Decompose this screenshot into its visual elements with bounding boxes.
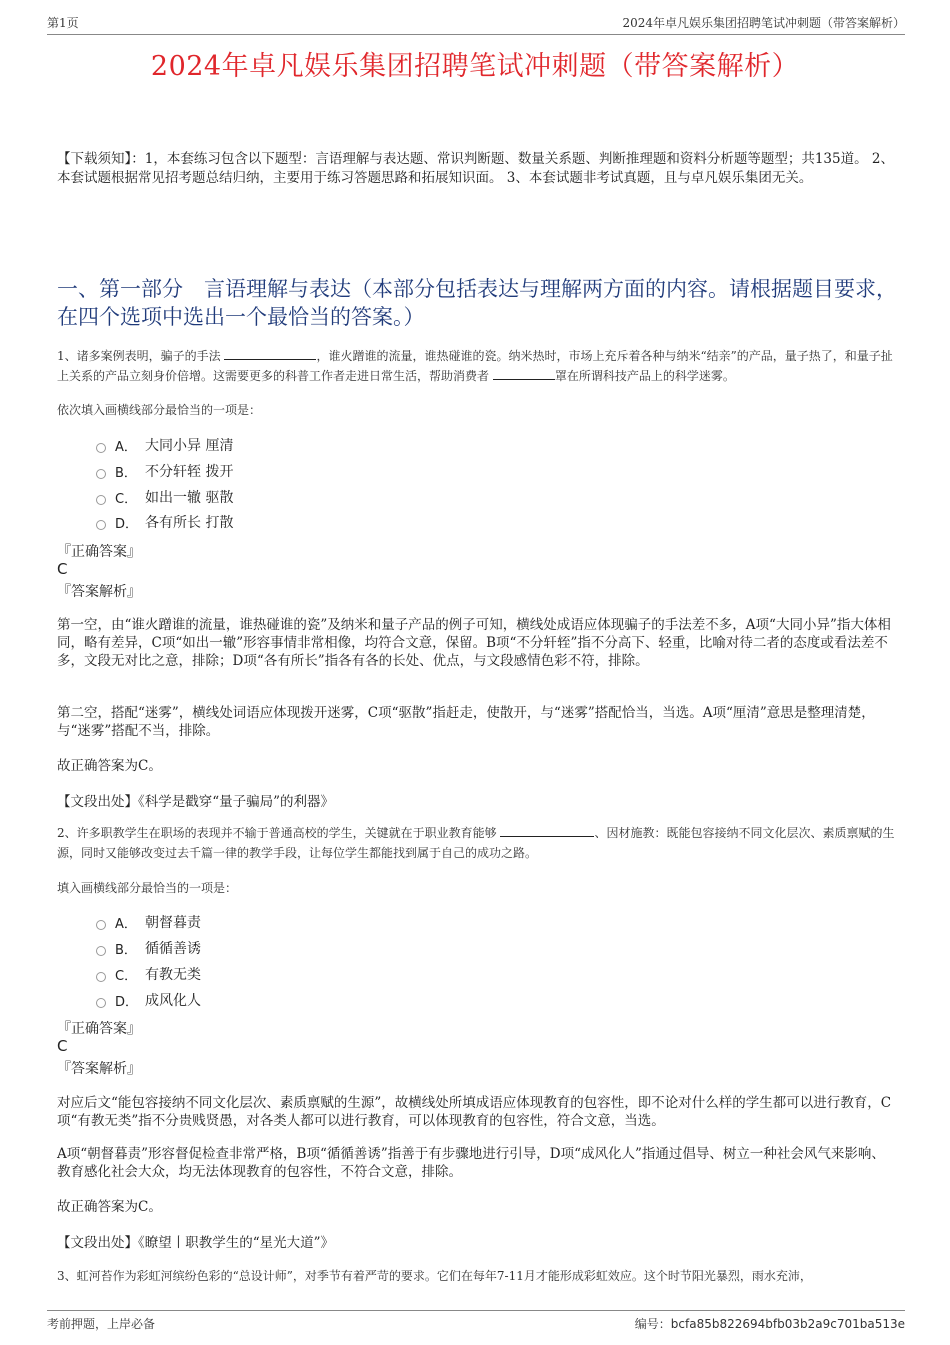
radio-icon[interactable] xyxy=(96,946,106,956)
question-3-stem: 3、虹河苔作为彩虹河缤纷色彩的“总设计师”，对季节有着严苛的要求。它们在每年7-11月才能形成彩虹效应。这个时节阳光暴烈，雨水充沛， xyxy=(57,1269,812,1283)
correct-answer: C xyxy=(57,560,68,578)
radio-icon[interactable] xyxy=(96,972,106,982)
passage-source: 【文段出处】《科学是戳穿“量子骗局”的利器》 xyxy=(57,794,335,810)
question-1-instruction: 依次填入画横线部分最恰当的一项是： xyxy=(57,403,262,417)
option-c[interactable]: C． 如出一辙 驱散 xyxy=(96,486,233,508)
page-title: 2024年卓凡娱乐集团招聘笔试冲刺题（带答案解析） xyxy=(150,51,800,82)
answer-blank xyxy=(500,823,594,837)
radio-icon[interactable] xyxy=(96,443,106,453)
correct-answer: C xyxy=(57,1037,68,1055)
analysis-paragraph: 第二空，搭配“迷雾”，横线处词语应体现拨开迷雾，C项“驱散”指赶走，使散开，与“迷雾”搭配恰当，当选。A项“厘清”意思是整理清楚，与“迷雾”搭配不当，排除。 xyxy=(57,705,875,739)
download-notice: 【下载须知】：1，本套练习包含以下题型：言语理解与表达题、常识判断题、数量关系题、判断推理题和资料分析题等题型；共135道。 2、本套试题根据常见招考题总结归纳，主要用于练习答题思路和拓展知识面。 3、本套试题非考试真题，且与卓凡娱乐集团无关。 xyxy=(57,151,894,186)
correct-answer-label: 『正确答案』 xyxy=(57,544,141,560)
page-number: 第1页 xyxy=(47,16,79,30)
option-d[interactable]: D． 成风化人 xyxy=(96,989,201,1011)
document-code: 编号：bcfa85b822694bfb03b2a9c701ba513e xyxy=(634,1317,905,1331)
analysis-paragraph: A项“朝督暮责”形容督促检查非常严格，B项“循循善诱”指善于有步骤地进行引导，D项“成风化人”指通过倡导、树立一种社会风气来影响、教育感化社会大众，均无法体现教育的包容性，不符合文意，排除。 xyxy=(57,1146,885,1180)
radio-icon[interactable] xyxy=(96,998,106,1008)
option-b[interactable]: B． 不分轩轾 拨开 xyxy=(96,460,233,482)
radio-icon[interactable] xyxy=(96,469,106,479)
answer-blank xyxy=(493,366,555,380)
analysis-paragraph: 对应后文“能包容接纳不同文化层次、素质禀赋的生源”，故横线处所填成语应体现教育的包容性，即不论对什么样的学生都可以进行教育，C项“有教无类”指不分贵贱贤愚，对各类人都可以进行教育，可以体现教育的包容性，符合文意，当选。 xyxy=(57,1095,892,1129)
question-2-instruction: 填入画横线部分最恰当的一项是： xyxy=(57,881,238,895)
page-footer xyxy=(47,1310,905,1335)
radio-icon[interactable] xyxy=(96,520,106,530)
analysis-paragraph: 第一空，由“谁火蹭谁的流量，谁热碰谁的瓷”及纳米和量子产品的例子可知，横线处成语应体现骗子的手法差不多，A项“大同小异”指大体相同，略有差异，C项“如出一辙”形容事情非常相像，均符合文意，保留。B项“不分轩轾”指不分高下、轻重，比喻对待二者的态度或看法差不多，文段无对比之意，排除；D项“各有所长”指各有各的长处、优点，与文段感情色彩不符，排除。 xyxy=(57,617,891,669)
page-header xyxy=(47,14,905,35)
header-doc-title: 2024年卓凡娱乐集团招聘笔试冲刺题（带答案解析） xyxy=(622,16,905,30)
option-d[interactable]: D． 各有所长 打散 xyxy=(96,511,233,533)
radio-icon[interactable] xyxy=(96,495,106,505)
option-c[interactable]: C． 有教无类 xyxy=(96,963,201,985)
analysis-conclusion: 故正确答案为C。 xyxy=(57,758,162,774)
correct-answer-label: 『正确答案』 xyxy=(57,1021,141,1037)
question-2-stem: 2、许多职教学生在职场的表现并不输于普通高校的学生，关键就在于职业教育能够 、因材施教：既能包容接纳不同文化层次、素质禀赋的生源，同时又能够改变过去千篇一律的教学手段，让每位学生都能找到属于自己的成功之路。 xyxy=(57,823,899,863)
radio-icon[interactable] xyxy=(96,920,106,930)
analysis-conclusion: 故正确答案为C。 xyxy=(57,1199,162,1215)
analysis-label: 『答案解析』 xyxy=(57,1061,141,1077)
passage-source: 【文段出处】《瞭望丨职教学生的“星光大道”》 xyxy=(57,1235,335,1251)
answer-blank xyxy=(224,346,316,360)
analysis-label: 『答案解析』 xyxy=(57,584,141,600)
question-1-stem: 1、诸多案例表明，骗子的手法 ，谁火蹭谁的流量，谁热碰谁的瓷。纳米热时，市场上充斥着各种与纳米“结亲”的产品，量子热了，和量子扯上关系的产品立刻身价倍增。这需要更多的科普工作者走进日常生活，帮助消费者 罩在所谓科技产品上的科学迷雾。 xyxy=(57,346,899,386)
footer-slogan: 考前押题，上岸必备 xyxy=(47,1317,156,1331)
option-a[interactable]: A． 大同小异 厘清 xyxy=(96,434,233,456)
option-a[interactable]: A． 朝督暮责 xyxy=(96,911,201,933)
section-heading: 一、第一部分 言语理解与表达（本部分包括表达与理解两方面的内容。请根据题目要求，在四个选项中选出一个最恰当的答案。） xyxy=(57,277,897,329)
option-b[interactable]: B． 循循善诱 xyxy=(96,937,201,959)
